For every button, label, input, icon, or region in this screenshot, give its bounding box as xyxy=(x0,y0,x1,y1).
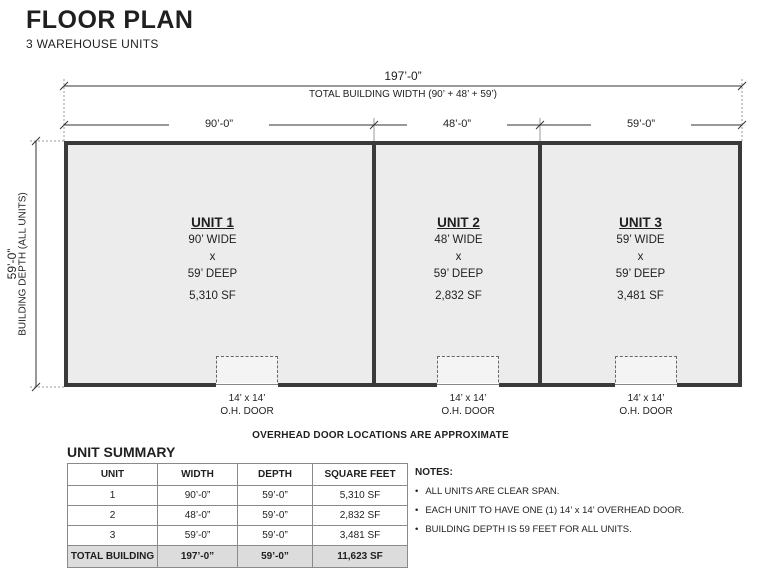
unit-summary-table xyxy=(67,463,408,568)
table-row xyxy=(68,486,408,506)
unit-3-width: 59’ WIDE xyxy=(616,234,665,246)
cell: 59’-0” xyxy=(238,526,313,546)
unit-1-x: x xyxy=(209,251,216,263)
unit-3-name: UNIT 3 xyxy=(619,215,662,230)
cell: 11,623 SF xyxy=(313,546,408,568)
list-item: • ALL UNITS ARE CLEAR SPAN. xyxy=(415,486,684,505)
unit-2-info xyxy=(396,214,521,305)
depth-value: 59’-0” xyxy=(5,248,19,280)
cell: 48’-0” xyxy=(158,506,238,526)
unit-2-name: UNIT 2 xyxy=(437,215,480,230)
door-location-note: OVERHEAD DOOR LOCATIONS ARE APPROXIMATE xyxy=(252,430,509,441)
unit-2-door-label: 14’ x 14’ O.H. DOOR xyxy=(441,393,495,417)
unit-2-depth: 59’ DEEP xyxy=(433,268,484,280)
cell: 2,832 SF xyxy=(313,506,408,526)
col-header-unit: UNIT xyxy=(68,464,158,486)
notes-title: NOTES: xyxy=(415,467,453,478)
cell: 5,310 SF xyxy=(313,486,408,506)
table-row xyxy=(68,506,408,526)
unit-3-door-label: 14’ x 14’ O.H. DOOR xyxy=(619,393,673,417)
list-item: • EACH UNIT TO HAVE ONE (1) 14’ x 14’ OVERHEAD DOOR. xyxy=(415,505,684,524)
cell: 59’-0” xyxy=(158,526,238,546)
unit-3-sf: 3,481 SF xyxy=(617,290,664,302)
list-item: • BUILDING DEPTH IS 59 FEET FOR ALL UNITS. xyxy=(415,524,684,543)
table-total-row xyxy=(68,546,408,568)
cell: 1 xyxy=(68,486,158,506)
unit2-width-dimension: 48’-0” xyxy=(407,118,507,130)
unit3-width-dimension: 59’-0” xyxy=(591,118,691,130)
cell: 59’-0” xyxy=(238,486,313,506)
unit-1-sf: 5,310 SF xyxy=(189,290,236,302)
unit-3-info xyxy=(578,214,703,305)
table-row xyxy=(68,526,408,546)
depth-note: BUILDING DEPTH (ALL UNITS) xyxy=(17,192,29,336)
unit-summary-title: UNIT SUMMARY xyxy=(67,444,176,460)
cell: TOTAL BUILDING xyxy=(68,546,158,568)
unit-1-info xyxy=(150,214,275,305)
unit-2-x: x xyxy=(455,251,462,263)
col-header-depth: DEPTH xyxy=(238,464,313,486)
unit-1-name: UNIT 1 xyxy=(191,215,234,230)
unit1-width-dimension: 90’-0” xyxy=(169,118,269,130)
unit-2-width: 48’ WIDE xyxy=(434,234,483,246)
unit-1-width: 90’ WIDE xyxy=(188,234,237,246)
cell: 197’-0” xyxy=(158,546,238,568)
unit-1-depth: 59’ DEEP xyxy=(187,268,238,280)
unit-1-door-label: 14’ x 14’ O.H. DOOR xyxy=(220,393,274,417)
unit-3-x: x xyxy=(637,251,644,263)
unit-2-sf: 2,832 SF xyxy=(435,290,482,302)
demising-wall-2 xyxy=(538,141,542,387)
col-header-square-feet: SQUARE FEET xyxy=(313,464,408,486)
cell: 3,481 SF xyxy=(313,526,408,546)
cell: 59’-0” xyxy=(238,546,313,568)
cell: 3 xyxy=(68,526,158,546)
cell: 90’-0” xyxy=(158,486,238,506)
demising-wall-1 xyxy=(372,141,376,387)
notes-list xyxy=(415,486,684,543)
page-subtitle: 3 WAREHOUSE UNITS xyxy=(26,37,159,51)
cell: 2 xyxy=(68,506,158,526)
col-header-width: WIDTH xyxy=(158,464,238,486)
table-header-row xyxy=(68,464,408,486)
unit-3-depth: 59’ DEEP xyxy=(615,268,666,280)
total-width-value: 197’-0” xyxy=(384,69,422,83)
page-title: FLOOR PLAN xyxy=(26,6,194,34)
total-width-note: TOTAL BUILDING WIDTH (90’ + 48’ + 59’) xyxy=(308,89,497,100)
cell: 59’-0” xyxy=(238,506,313,526)
